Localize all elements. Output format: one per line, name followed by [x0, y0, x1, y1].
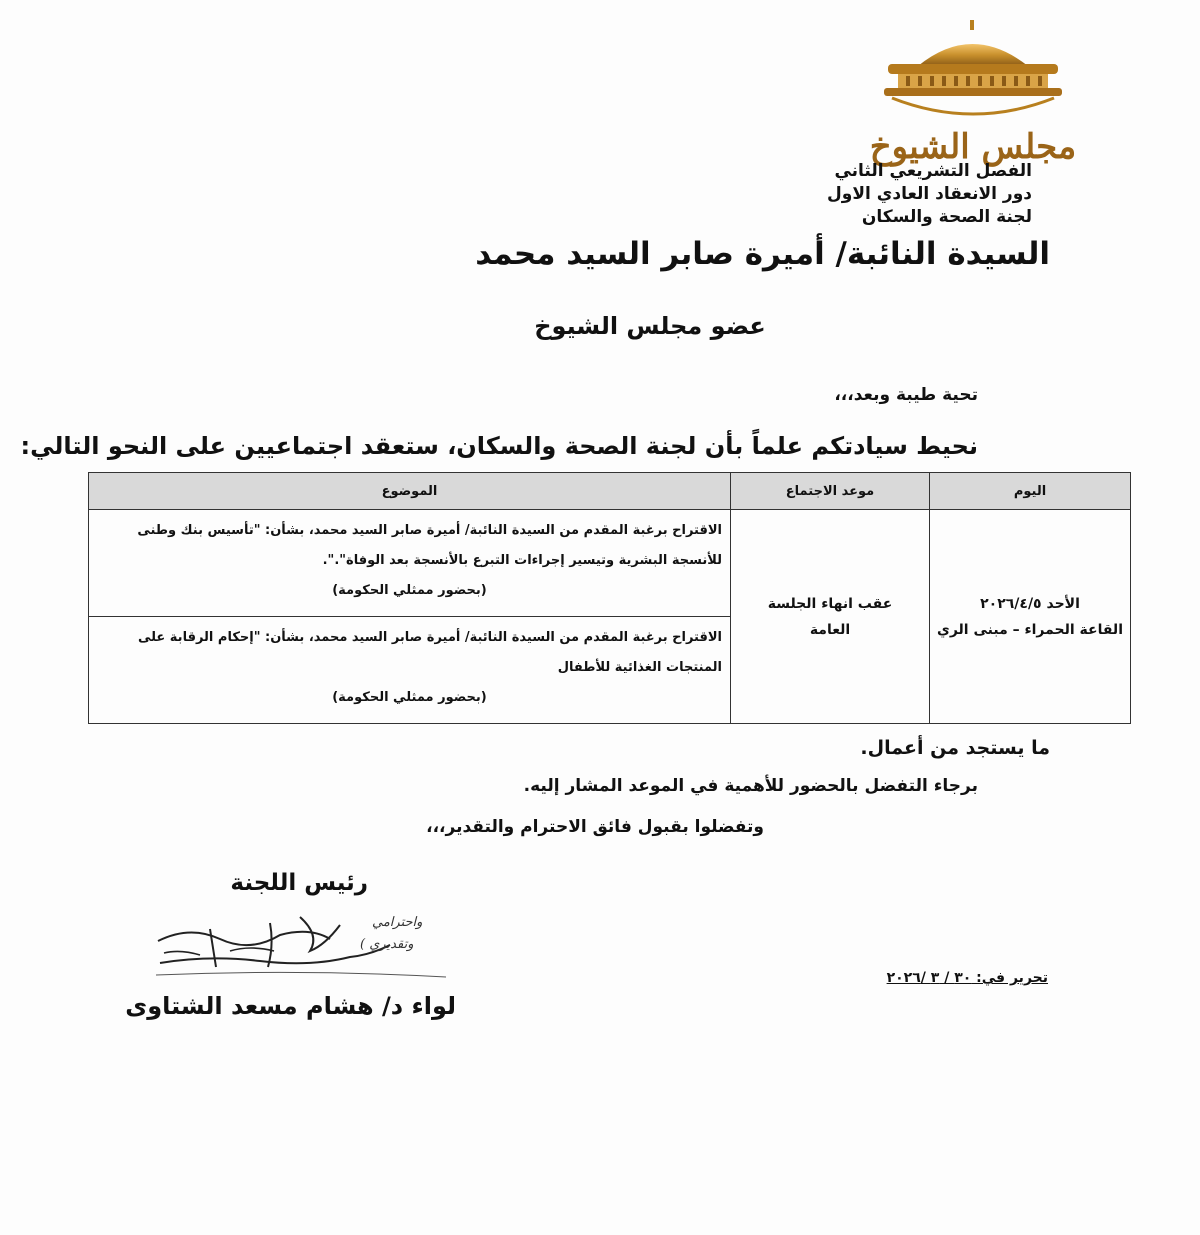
- header-subject: الموضوع: [89, 473, 731, 510]
- table-header-row: [89, 473, 1131, 510]
- subject-note-2: (بحضور ممثلي الحكومة): [332, 690, 487, 705]
- subject-text-2: الاقتراح برغبة المقدم من السيدة النائبة/ أميرة صابر السيد محمد، بشأن: "إحكام الرقابة على المنتجات الغذائية للأطفال: [137, 630, 722, 675]
- table-row: [89, 510, 1131, 617]
- time-line-2: العامة: [809, 621, 851, 638]
- header-day: اليوم: [930, 473, 1131, 510]
- issue-date: تحرير في: ٣٠ / ٣ /٢٠٢٦: [886, 970, 1048, 986]
- subject-note-1: (بحضور ممثلي الحكومة): [332, 583, 487, 598]
- signature-note-2: وتقديري ): [360, 937, 414, 952]
- meeting-schedule-table: [88, 472, 1131, 724]
- header-block: [732, 160, 1032, 229]
- header-time: موعد الاجتماع: [731, 473, 930, 510]
- intro-text: نحيط سيادتكم علماً بأن لجنة الصحة والسكان، ستعقد اجتماعيين على النحو التالي:: [20, 432, 978, 460]
- closing-line-3: وتفضلوا بقبول فائق الاحترام والتقدير،،،: [426, 817, 764, 837]
- day-cell: [930, 510, 1131, 724]
- day-date: الأحد ٢٠٢٦/٤/٥: [980, 595, 1080, 612]
- chair-title: رئيس اللجنة: [230, 870, 368, 896]
- greeting: تحية طيبة وبعد،،،: [834, 385, 978, 405]
- subject-text-1: الاقتراح برغبة المقدم من السيدة النائبة/ أميرة صابر السيد محمد، بشأن: "تأسيس بنك وطنى للأنسجة البشرية وتيسير إجراءات التبرع بالأنسجة بعد الوفاة".".: [137, 523, 722, 568]
- senate-logo: [858, 18, 1088, 168]
- closing-line-2: برجاء التفضل بالحضور للأهمية في الموعد المشار إليه.: [523, 776, 978, 796]
- chair-name: لواء د/ هشام مسعد الشتاوى: [125, 992, 456, 1020]
- logo-text: مجلس الشيوخ: [869, 127, 1077, 167]
- legislative-chapter: الفصل التشريعي الثاني: [834, 161, 1032, 181]
- day-venue: القاعة الحمراء – مبنى الري: [937, 621, 1123, 638]
- time-line-1: عقب انهاء الجلسة: [767, 595, 893, 612]
- closing-line-1: ما يستجد من أعمال.: [860, 737, 1050, 759]
- addressee: السيدة النائبة/ أميرة صابر السيد محمد: [475, 236, 1050, 272]
- committee-name: لجنة الصحة والسكان: [861, 207, 1032, 227]
- time-cell: [731, 510, 930, 724]
- session-round: دور الانعقاد العادي الاول: [827, 184, 1032, 204]
- signature-note-1: واحترامي: [372, 915, 423, 930]
- subject-cell-2: [89, 617, 731, 724]
- subject-cell-1: [89, 510, 731, 617]
- member-title: عضو مجلس الشيوخ: [534, 312, 766, 340]
